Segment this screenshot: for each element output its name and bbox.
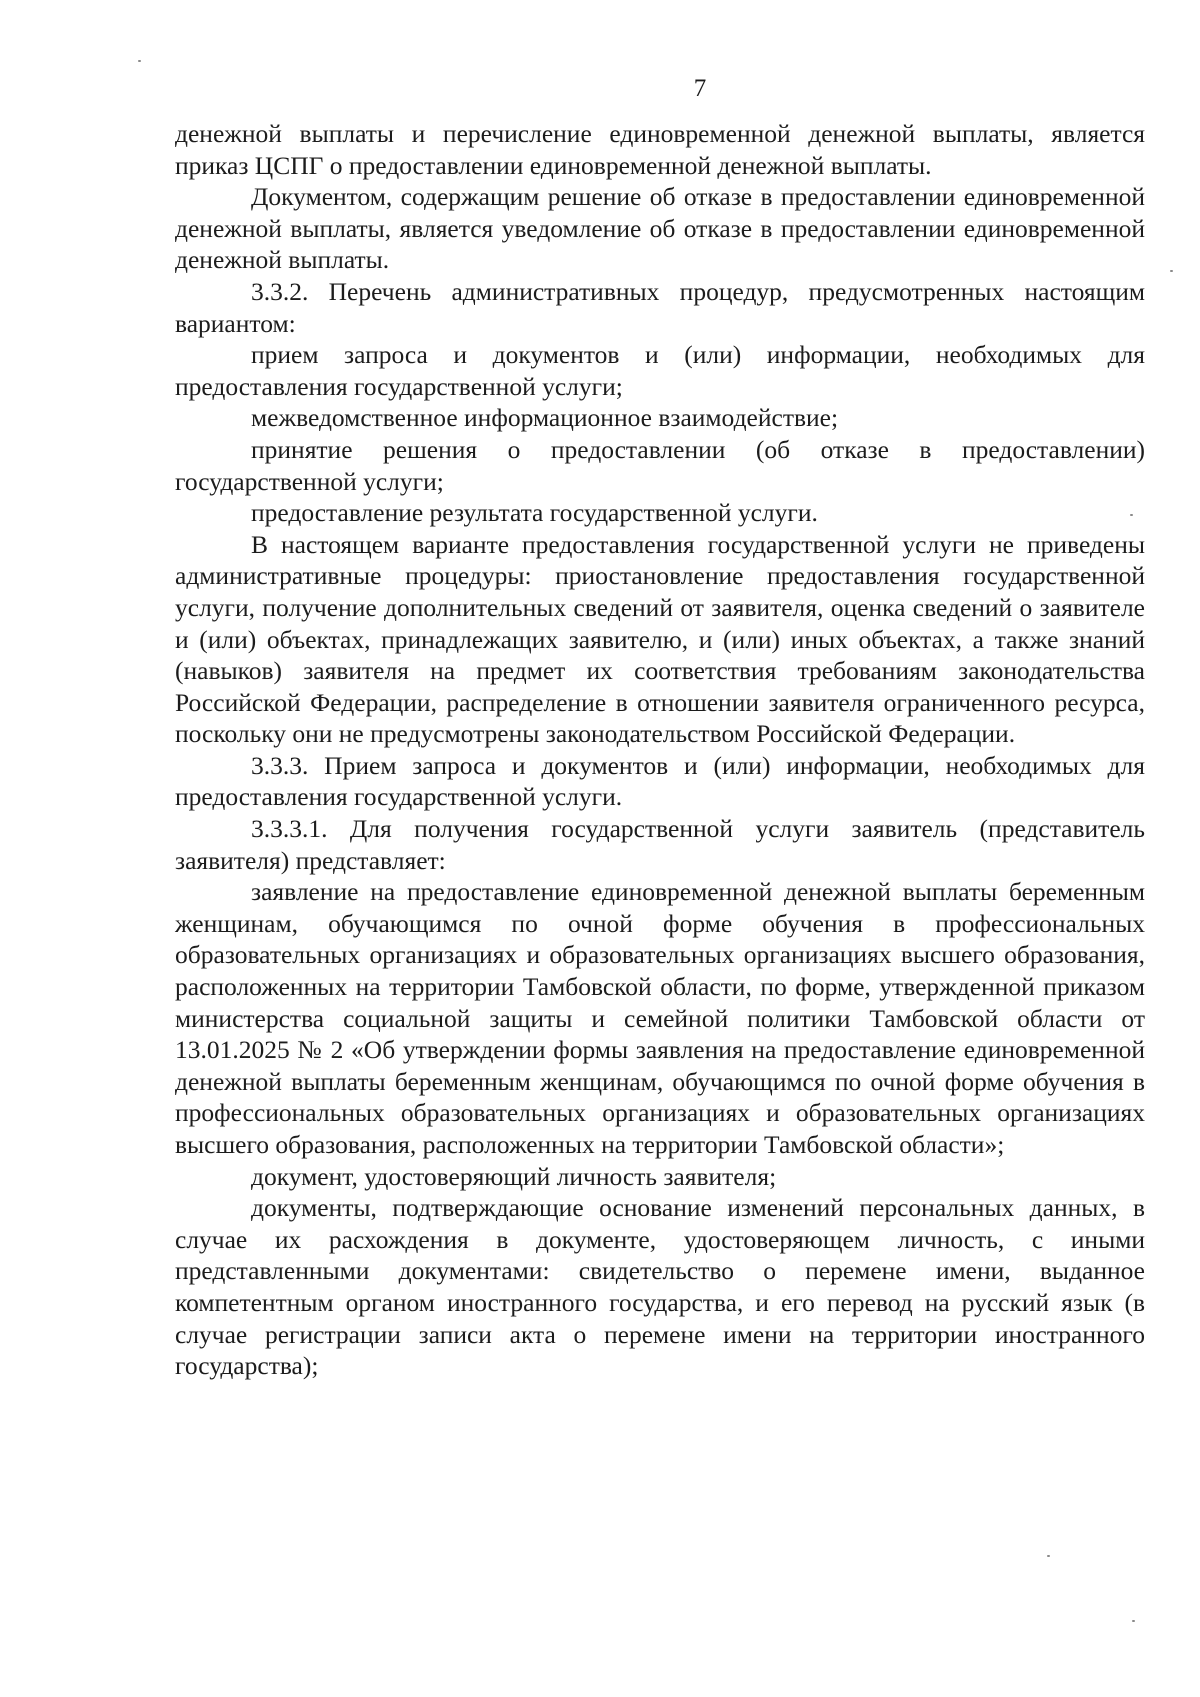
list-item-decision: принятие решения о предоставлении (об отказе в предоставлении) государственной услуги; (175, 434, 1145, 496)
list-item-identity-document: документ, удостоверяющий личность заявителя; (251, 1161, 777, 1191)
paragraph-section-3-3-3-1: 3.3.3.1. Для получения государственной услуги заявитель (представитель заявителя) представляет: (175, 814, 1145, 875)
list-item-request-intake: прием запроса и документов и (или) информации, необходимых для предоставления государственной услуги; (175, 340, 1145, 401)
paragraph-result-order: денежной выплаты и перечисление единовременной денежной выплаты, является приказ ЦСПГ о предоставлении единовременной денежной выплаты. (175, 119, 1145, 180)
paragraph-section-3-3-2: 3.3.2. Перечень административных процедур, предусмотренных настоящим вариантом: (175, 276, 1145, 338)
page-number: 7 (693, 75, 707, 102)
list-item-result-provision: предоставление результата государственной услуги. (251, 498, 818, 528)
paragraph-refusal-notice: Документом, содержащим решение об отказе в предоставлении единовременной денежной выплаты, является уведомление об отказе в предоставлении единовременной денежной выплаты. (175, 182, 1145, 275)
paragraph-excluded-procedures: В настоящем варианте предоставления государственной услуги не приведены административные процедуры: приостановление предоставления государственной услуги, получение дополнительных сведений от заявителя, оценка сведений о заявителе и (или) объектах, принадлежащих заявителю, и (или) иных объектах, а также знаний (навыков) заявителя на предмет их соответствия требованиям законодательства Российской Федерации, распределение в отношении заявителя ограниченного ресурса, поскольку они не предусмотрены законодательством Российской Федерации. (175, 529, 1145, 749)
document-body (175, 118, 1145, 1382)
scan-speck (1170, 270, 1173, 272)
paragraph-section-3-3-3: 3.3.3. Прием запроса и документов и (или) информации, необходимых для предоставления государственной услуги. (175, 750, 1145, 812)
scan-speck (1130, 514, 1133, 516)
scan-speck (1132, 1620, 1135, 1622)
list-item-name-change-documents: документы, подтверждающие основание изменений персональных данных, в случае их расхождения в документе, удостоверяющем личность, с иными представленными документами: свидетельство о перемене имени, выданное компетентным органом иностранного государства, и его перевод на русский язык (в случае регистрации записи акта о перемене имени на территории иностранного государства); (175, 1193, 1145, 1381)
scan-speck (1047, 1555, 1050, 1557)
list-item-interagency-interaction: межведомственное информационное взаимодействие; (251, 403, 839, 433)
scan-speck (138, 60, 141, 62)
list-item-application: заявление на предоставление единовременной денежной выплаты беременным женщинам, обучающимся по очной форме обучения в профессиональных образовательных организациях и образовательных организациях высшего образования, расположенных на территории Тамбовской области, по форме, утвержденной приказом министерства социальной защиты и семейной политики Тамбовской области от 13.01.2025 № 2 «Об утверждении формы заявления на предоставление единовременной денежной выплаты беременным женщинам, обучающимся по очной форме обучения в профессиональных образовательных организациях и образовательных организациях высшего образования, расположенных на территории Тамбовской области»; (175, 877, 1145, 1159)
